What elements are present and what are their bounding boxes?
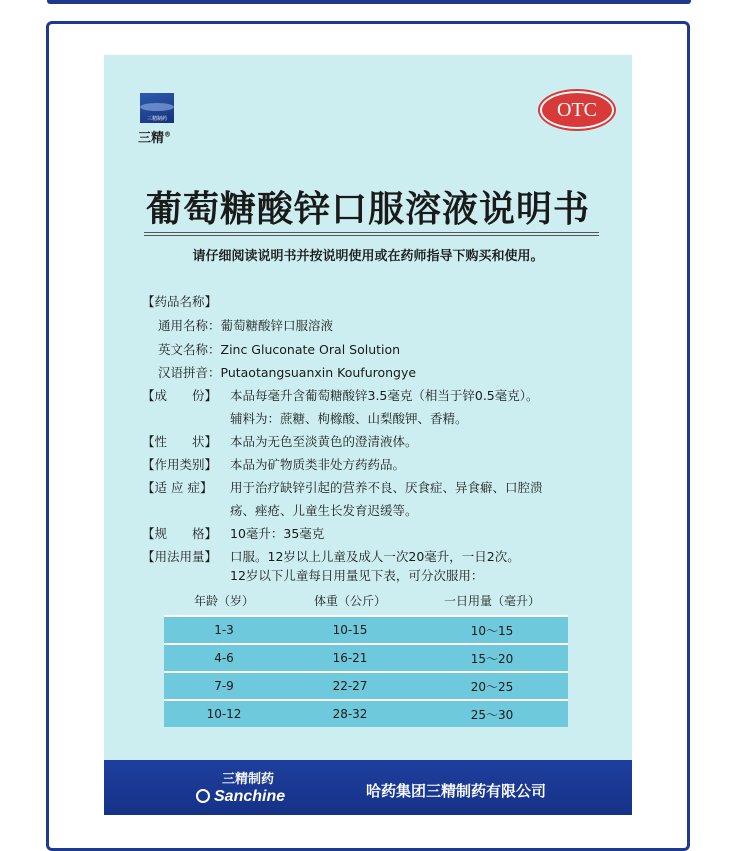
header-age: 年龄（岁）: [164, 585, 284, 616]
cell-age: 7-9: [164, 672, 284, 700]
cell-age: 1-3: [164, 616, 284, 644]
category-label: 【作用类别】: [142, 457, 218, 472]
footer-logo-chinese: 三精制药: [222, 772, 275, 787]
usage-notice: 请仔细阅读说明书并按说明使用或在药师指导下购买和使用。: [192, 249, 544, 264]
brand-name-text: 三精: [138, 131, 165, 146]
registered-mark: ®: [164, 130, 172, 139]
brand-name: [138, 127, 171, 146]
table-header-row: [164, 585, 568, 616]
table-row: [164, 700, 568, 727]
table-row: [164, 644, 568, 672]
cell-dose: 15～20: [416, 644, 568, 672]
cell-dose: 10～15: [416, 616, 568, 644]
ingredients-text: 本品每毫升含葡萄糖酸锌3.5毫克（相当于锌0.5毫克）。: [230, 388, 539, 403]
document-title: 葡萄糖酸锌口服溶液说明书: [145, 189, 590, 230]
cell-weight: 10-15: [284, 616, 416, 644]
properties-label: 【性 状】: [142, 434, 218, 449]
footer-band: [104, 760, 632, 815]
table-row: [164, 672, 568, 700]
title-divider-second: [144, 235, 599, 236]
logo-caption: 三精制药: [146, 116, 167, 122]
sanchine-emblem-icon: [196, 789, 210, 803]
indications-text: 用于治疗缺锌引起的营养不良、厌食症、异食癖、口腔溃: [230, 480, 543, 495]
cell-weight: 22-27: [284, 672, 416, 700]
header-weight: 体重（公斤）: [284, 585, 416, 616]
drug-name-header: 【药品名称】: [142, 294, 218, 309]
brand-logo-icon: [140, 93, 174, 123]
usage-text: 口服。12岁以上儿童及成人一次20毫升，一日2次。: [230, 549, 520, 564]
spec-text: 10毫升：35毫克: [230, 526, 325, 541]
logo-wave: [140, 103, 174, 111]
top-border-strip: [47, 0, 691, 4]
otc-badge: OTC: [540, 91, 614, 129]
table-row: [164, 616, 568, 644]
english-name: 英文名称：Zinc Gluconate Oral Solution: [158, 342, 401, 357]
common-name: 通用名称：葡萄糖酸锌口服溶液: [158, 318, 334, 333]
usage-children-text: 12岁以下儿童每日用量见下表，可分次服用：: [230, 568, 484, 583]
indications-label: 【适 应 症】: [142, 480, 213, 495]
title-divider: [144, 232, 599, 233]
footer-logo-english: Sanchine: [214, 788, 286, 805]
header-daily-dose: 一日用量（毫升）: [416, 585, 568, 616]
pinyin-name: 汉语拼音：Putaotangsuanxin Koufurongye: [158, 365, 417, 380]
dosage-table: [164, 585, 568, 727]
cell-dose: 25～30: [416, 700, 568, 727]
cell-weight: 28-32: [284, 700, 416, 727]
company-name: 哈药集团三精制药有限公司: [366, 782, 547, 800]
cell-dose: 20～25: [416, 672, 568, 700]
cell-age: 10-12: [164, 700, 284, 727]
ingredients-label: 【成 份】: [142, 388, 218, 403]
leaflet: [104, 55, 632, 815]
excipients-text: 辅料为：蔗糖、枸橼酸、山梨酸钾、香精。: [230, 411, 468, 426]
properties-text: 本品为无色至淡黄色的澄清液体。: [230, 434, 418, 449]
usage-label: 【用法用量】: [142, 549, 218, 564]
spec-label: 【规 格】: [142, 526, 218, 541]
category-text: 本品为矿物质类非处方药药品。: [230, 457, 406, 472]
cell-weight: 16-21: [284, 644, 416, 672]
indications-text-cont: 疡、痤疮、儿童生长发育迟缓等。: [230, 503, 418, 518]
cell-age: 4-6: [164, 644, 284, 672]
